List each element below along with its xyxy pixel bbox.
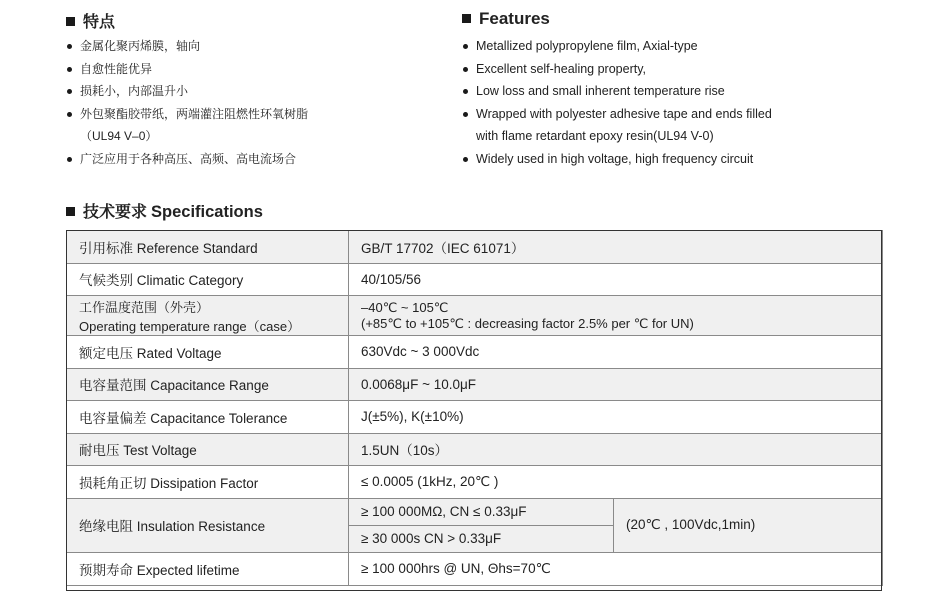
spec-value: 0.0068μF ~ 10.0μF bbox=[349, 368, 883, 401]
table-row bbox=[67, 552, 883, 585]
table-row bbox=[67, 296, 883, 336]
spec-value bbox=[349, 296, 883, 336]
spec-value: J(±5%), K(±10%) bbox=[349, 401, 883, 434]
spec-label bbox=[67, 296, 349, 336]
list-item: 外包聚酯胶带纸，两端灌注阻燃性环氧树脂 bbox=[66, 103, 308, 126]
table-row bbox=[67, 401, 883, 434]
spec-value: ≥ 30 000s CN > 0.33μF bbox=[349, 525, 614, 552]
spec-value-line: –40℃ ~ 105℃ bbox=[361, 299, 449, 315]
spec-label: 电容量范围 Capacitance Range bbox=[67, 368, 349, 401]
specifications-table bbox=[66, 230, 883, 586]
features-en-heading: Features bbox=[462, 9, 550, 29]
table-row bbox=[67, 336, 883, 369]
spec-label: 预期寿命 Expected lifetime bbox=[67, 552, 349, 585]
list-item: Excellent self-healing property, bbox=[462, 58, 772, 81]
list-item: 金属化聚丙烯膜，轴向 bbox=[66, 35, 308, 58]
list-item: Wrapped with polyester adhesive tape and ends filled bbox=[462, 103, 772, 126]
spec-label: 引用标准 Reference Standard bbox=[67, 231, 349, 264]
spec-value-note: (+85℃ to +105℃ : decreasing factor 2.5% per ℃ for UN) bbox=[361, 315, 694, 331]
features-cn-list bbox=[66, 35, 308, 170]
square-bullet-icon bbox=[462, 14, 471, 23]
spec-value: GB/T 17702（IEC 61071） bbox=[349, 231, 883, 264]
table-row bbox=[67, 231, 883, 264]
table-row bbox=[67, 368, 883, 401]
list-item: Low loss and small inherent temperature rise bbox=[462, 80, 772, 103]
spec-value: 630Vdc ~ 3 000Vdc bbox=[349, 336, 883, 369]
table-row bbox=[67, 263, 883, 296]
table-row bbox=[67, 466, 883, 499]
spec-value: ≤ 0.0005 (1kHz, 20℃ ) bbox=[349, 466, 883, 499]
spec-value: 40/105/56 bbox=[349, 263, 883, 296]
features-cn-heading: 特点 bbox=[66, 9, 115, 32]
spec-label: 损耗角正切 Dissipation Factor bbox=[67, 466, 349, 499]
spec-label-en: Operating temperature range（case） bbox=[79, 318, 301, 334]
list-item-continuation: with flame retardant epoxy resin(UL94 V-0) bbox=[476, 129, 714, 143]
spec-label: 电容量偏差 Capacitance Tolerance bbox=[67, 401, 349, 434]
list-item: Metallized polypropylene film, Axial-type bbox=[462, 35, 772, 58]
table-row bbox=[67, 498, 883, 525]
square-bullet-icon bbox=[66, 207, 75, 216]
spec-value: ≥ 100 000MΩ, CN ≤ 0.33μF bbox=[349, 498, 614, 525]
spec-condition: (20℃ , 100Vdc,1min) bbox=[614, 498, 883, 552]
list-item: 广泛应用于各种高压、高频、高电流场合 bbox=[66, 148, 308, 171]
spec-label-cn: 工作温度范围（外壳） bbox=[79, 299, 210, 315]
table-row bbox=[67, 433, 883, 466]
list-item: 损耗小，内部温升小 bbox=[66, 80, 308, 103]
square-bullet-icon bbox=[66, 17, 75, 26]
spec-value: ≥ 100 000hrs @ UN, Θhs=70℃ bbox=[349, 552, 883, 585]
list-item: Widely used in high voltage, high frequency circuit bbox=[462, 148, 772, 171]
spec-label: 绝缘电阻 Insulation Resistance bbox=[67, 498, 349, 552]
spec-label: 气候类别 Climatic Category bbox=[67, 263, 349, 296]
specifications-heading: 技术要求 Specifications bbox=[66, 199, 263, 222]
features-en-list bbox=[462, 35, 772, 170]
spec-label: 额定电压 Rated Voltage bbox=[67, 336, 349, 369]
spec-value: 1.5UN（10s） bbox=[349, 433, 883, 466]
list-item: 自愈性能优异 bbox=[66, 58, 308, 81]
list-item-continuation: （UL94 V–0） bbox=[80, 129, 158, 143]
spec-label: 耐电压 Test Voltage bbox=[67, 433, 349, 466]
